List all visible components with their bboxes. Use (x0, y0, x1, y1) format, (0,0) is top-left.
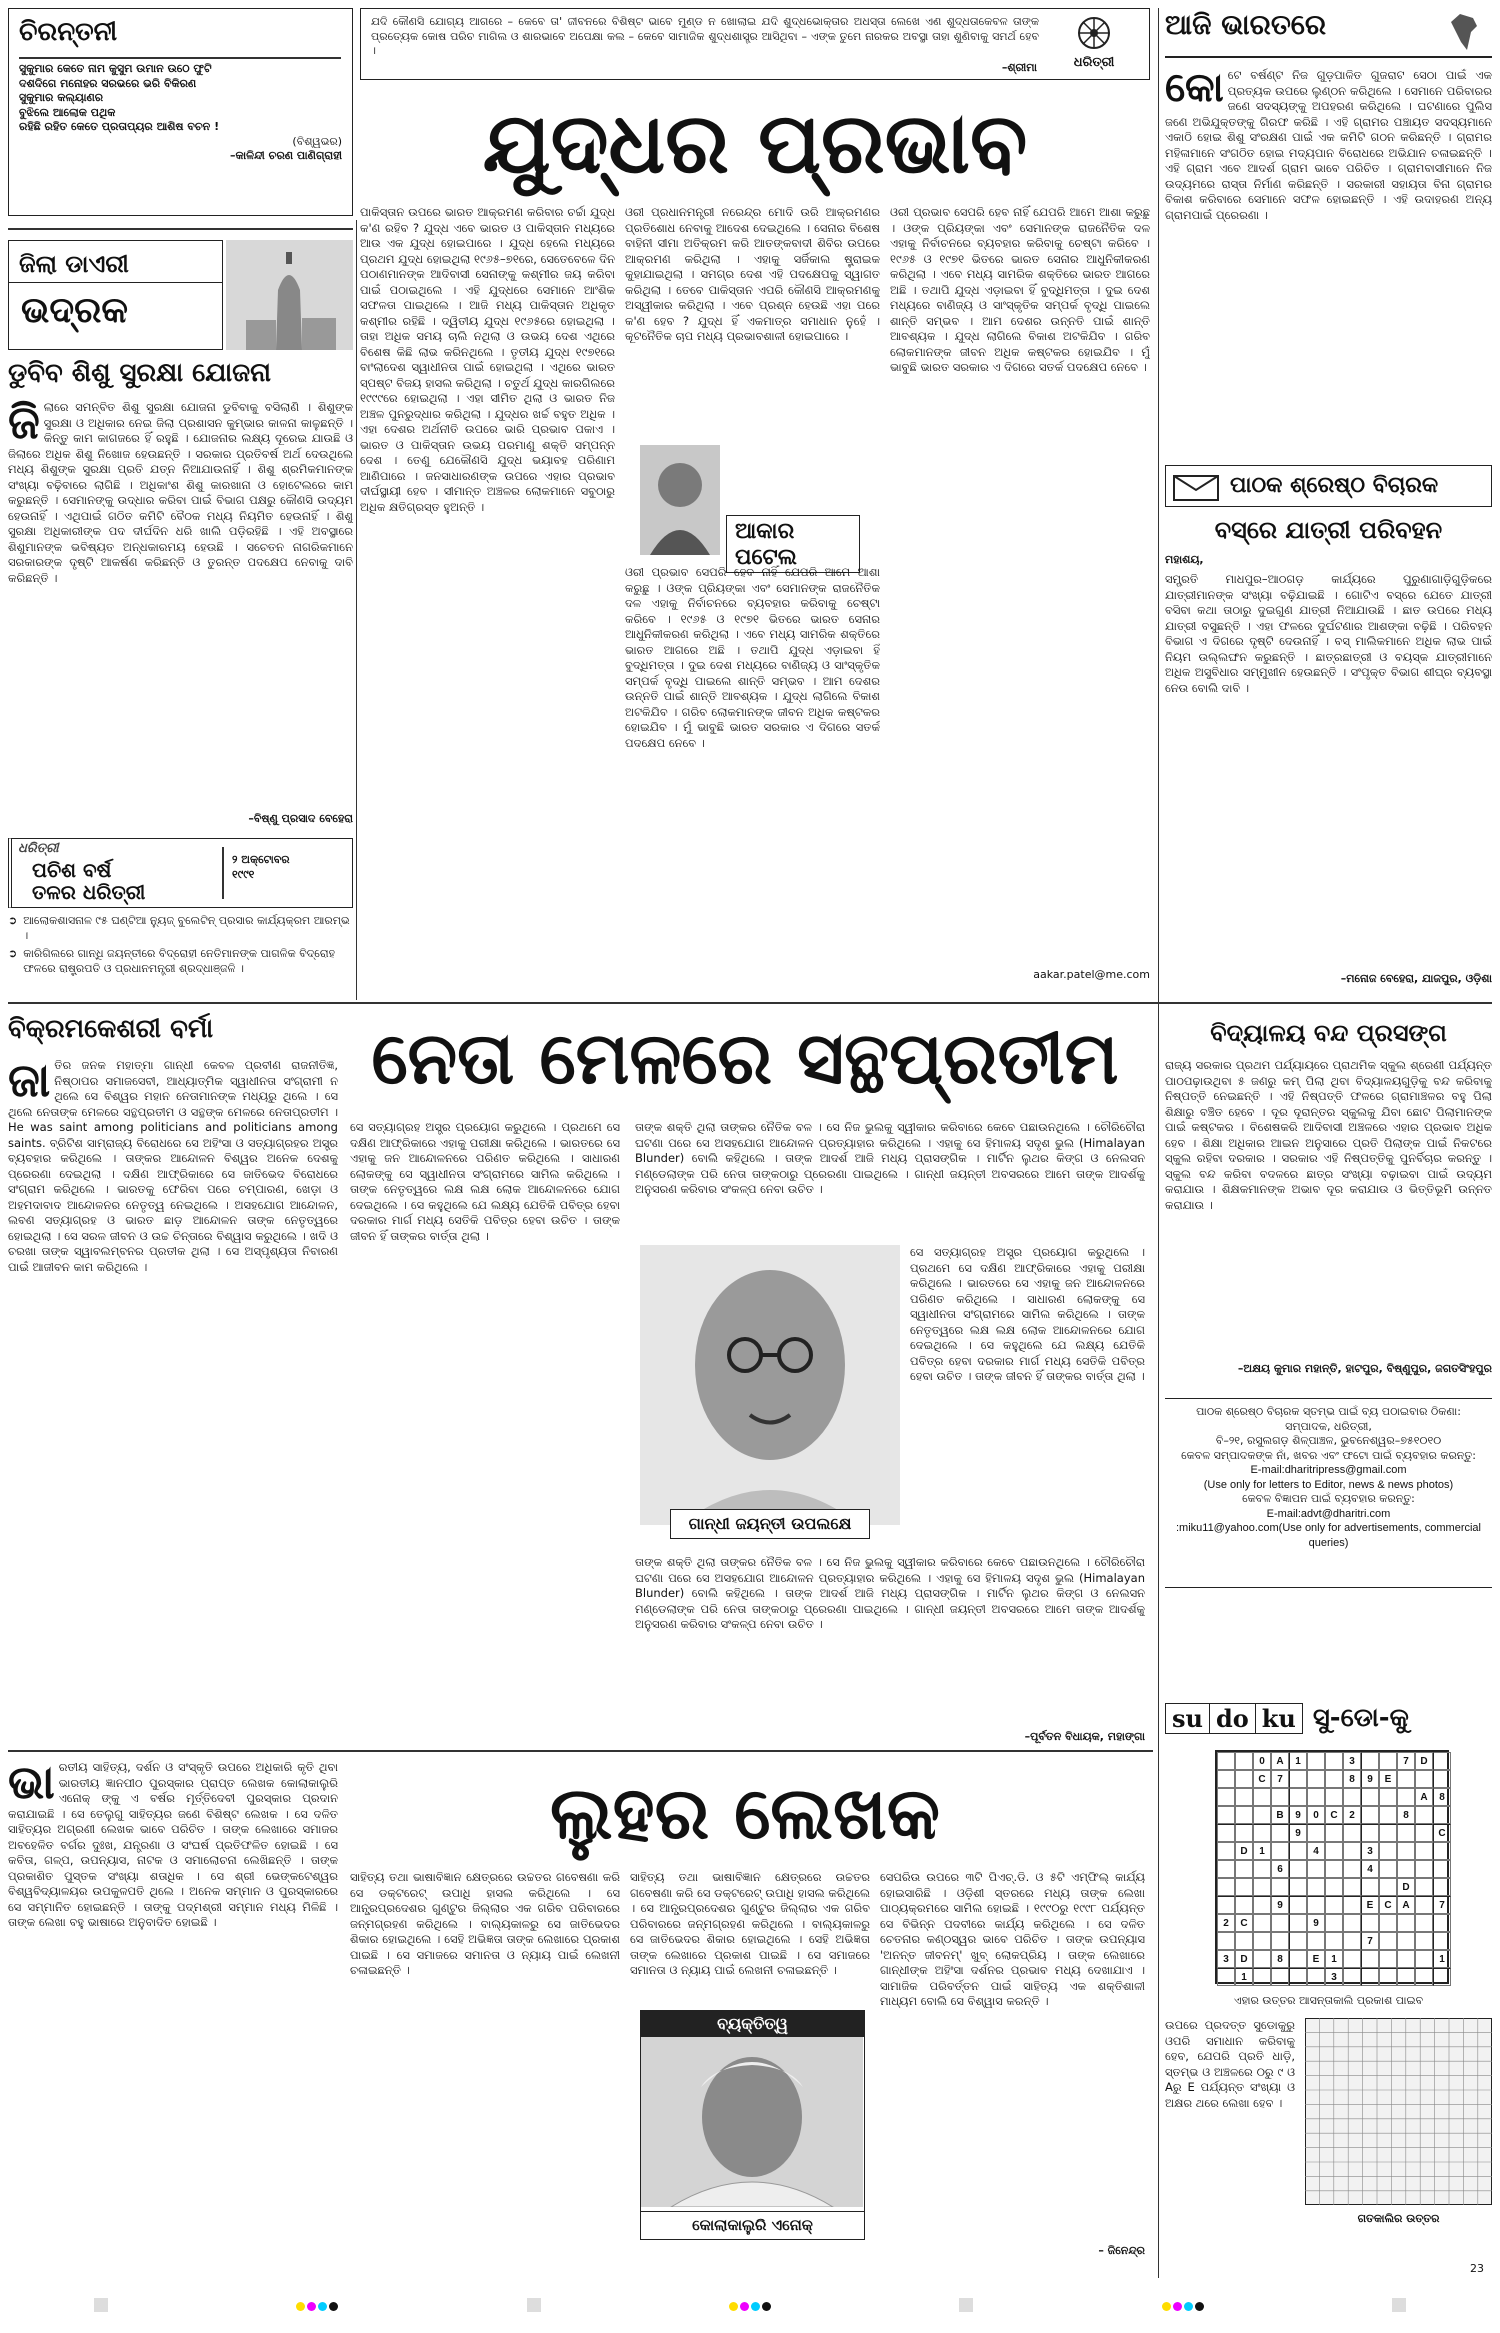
sudoku-cell: 0 (1253, 1752, 1271, 1770)
sudoku-cell (1253, 1914, 1271, 1932)
sudoku-cell (1253, 1896, 1271, 1914)
sudoku-cell: B (1271, 1806, 1289, 1824)
envelope-icon (1172, 472, 1222, 502)
yuddha-email: aakar.patel@me.com (1033, 968, 1150, 981)
luhara-body-left: ରତୀୟ ସାହିତ୍ୟ, ଦର୍ଶନ ଓ ସଂସ୍କୃତି ଉପରେ ଅଧିକାରି କୃତି ଥିବା ଭାରତୀୟ ଜ୍ଞାନପୀଠ ପୁରସ୍କାର ପ୍ରାପ୍ତ ଲେଖକ କୋଲାକାଲୁରି ଏନୋକ୍ ଙ୍କୁ ଏ ବର୍ଷର ମୂର୍ତ୍ତିଦେବୀ ପୁରସ୍କାର ପ୍ରଦାନ କରାଯାଇଛି । ସେ ତେଲୁଗୁ ସାହିତ୍ୟର ଜଣେ ବିଶିଷ୍ଟ ଲେଖକ । ସେ ଦଳିତ ସାହିତ୍ୟର ଅଗ୍ରଣୀ ଲେଖକ ଭାବେ ପରିଚିତ । ତାଙ୍କ ଲେଖାରେ ସମାଜର ଅବହେଳିତ ବର୍ଗର ଦୁଃଖ, ଯନ୍ତ୍ରଣା ଓ ସଂଘର୍ଷ ପ୍ରତିଫଳିତ ହୋଇଛି । ସେ କବିତା, ଗଳ୍ପ, ଉପନ୍ୟାସ, ନାଟକ ଓ ସମାଲୋଚନା ଲେଖିଛନ୍ତି । ତାଙ୍କ ପ୍ରକାଶିତ ପୁସ୍ତକ ସଂଖ୍ୟା ଶତାଧିକ । ସେ ଶ୍ରୀ ଭେଙ୍କଟେଶ୍ୱର ବିଶ୍ୱବିଦ୍ୟାଳୟର ଉପକୁଳପତି ଥିଲେ । ଅନେକ ସମ୍ମାନ ଓ ପୁରସ୍କାରରେ ସେ ସମ୍ମାନିତ ହୋଇଛନ୍ତି । ତାଙ୍କୁ ପଦ୍ମଶ୍ରୀ ସମ୍ମାନ ମଧ୍ୟ ମିଳିଛି । ତାଙ୍କ ଲେଖା ବହୁ ଭାଷାରେ ଅନୁବାଦିତ ହୋଇଛି । (8, 1760, 338, 1929)
sudoku-cell (1307, 1860, 1325, 1878)
ajibhaarat-article (1165, 68, 1492, 448)
sudoku-cell (1397, 1950, 1415, 1968)
sudoku-cell (1307, 1968, 1325, 1986)
list-item (8, 947, 353, 976)
sudoku-cell (1379, 1932, 1397, 1950)
sudoku-cell (1253, 1968, 1271, 1986)
sudoku-cell (1343, 1842, 1361, 1860)
contact-line: କେବଳ ବିଜ୍ଞାପନ ପାଇଁ ବ୍ୟବହାର କରନ୍ତୁ: (1242, 1492, 1415, 1505)
sudoku-cell (1325, 1932, 1343, 1950)
jila-label: ଜିଲା ଡାଏରୀ (19, 249, 129, 278)
chirantani-box (8, 8, 353, 216)
sudoku-cell (1361, 1806, 1379, 1824)
quote-text: ଯଦି କୌଣସି ଯୋଗ୍ୟ ଆଗରେ – କେବେ ତା' ଜୀବନରେ ବିଶିଷ୍ଟ ଭାବେ ମୁଣ୍ଡ ନ ଖୋଲାଇ ଯଦି ଶୁଦ୍ଧଭୋକ୍ତାର ଅଧସ୍ତା ଲେଖେ ଏଣ ଶୁଦ୍ଧତାକେବଳ ତାଙ୍କ ପ୍ରତ୍ୟେକ କୋଷ ପରିଚ ମାଗିଲ ଓ ଶାରଭାବେ ଅପେକ୍ଷା କଲ – କେବେ ସାମାଜିକ ଶୁଦ୍ଧଶାସ୍ତ୍ର ଆସିଥିବା – ଏଙ୍କ ତୁମେ ନାରକର ଅବସ୍ଥା ତାହା ଶୁଣିବାକୁ ସମର୍ଥ ହେବ । (371, 15, 1039, 57)
sudoku-cell (1361, 1950, 1379, 1968)
divider (356, 220, 357, 1000)
sudoku-cell (1343, 1878, 1361, 1896)
sudoku-cell (1253, 1860, 1271, 1878)
sudoku-cell (1235, 1752, 1253, 1770)
sudoku-cell: D (1415, 1752, 1433, 1770)
sudoku-cell (1343, 1914, 1361, 1932)
sudoku-cell (1253, 1788, 1271, 1806)
sudoku-answer-note: ଉପରେ ପ୍ରଦତ୍ତ ସୁଡୋକୁରୁ ଓପରି ସମାଧାନ କରିବାକୁ ହେବ, ଯେପରି ପ୍ରତି ଧାଡ଼ି, ସ୍ତମ୍ଭ ଓ ଅଞ୍ଚଳରେ ୦ରୁ ୯ ଓ Aରୁ E ପର୍ଯ୍ୟନ୍ତ ସଂଖ୍ୟା ଓ ଅକ୍ଷର ଥରେ ଲେଖା ହେବ । (1165, 2018, 1295, 2110)
sudoku-cell (1217, 1806, 1235, 1824)
temple-icon (226, 240, 353, 350)
sudoku-cell (1271, 1914, 1289, 1932)
contact-line: ପାଠକ ଶ୍ରେଷ୍ଠ ବିଚାରକ ସ୍ତମ୍ଭ ପାଇଁ ବ୍ୟ ପଠାଇବାର ଠିକଣା: (1196, 1405, 1461, 1418)
sudoku-cell (1271, 1878, 1289, 1896)
print-marks (0, 2290, 1500, 2320)
sudoku-cell (1433, 1752, 1451, 1770)
sudoku-cell: 0 (1307, 1806, 1325, 1824)
sudoku-cell (1325, 1860, 1343, 1878)
bikram-col-3c: ତାଙ୍କ ଶକ୍ତି ଥିଲା ତାଙ୍କର ନୈତିକ ବଳ । ସେ ନିଜ ଭୁଲକୁ ସ୍ୱୀକାର କରିବାରେ କେବେ ପଛାଉନଥିଲେ । ଚୌରିଚୌରା ଘଟଣା ପରେ ସେ ଅସହଯୋଗ ଆନ୍ଦୋଳନ ପ୍ରତ୍ୟାହାର କରିଥିଲେ । ଏହାକୁ ସେ ହିମାଳୟ ସଦୃଶ ଭୁଲ (Himalayan Blunder) ବୋଲି କହିଥିଲେ । ତାଙ୍କ ଆଦର୍ଶ ଆଜି ମଧ୍ୟ ପ୍ରାସଙ୍ଗିକ । ମାର୍ଟିନ ଲୁଥର କିଙ୍ଗ ଓ ନେଲସନ ମଣ୍ଡେଲାଙ୍କ ପରି ନେତା ତାଙ୍କଠାରୁ ପ୍ରେରଣା ପାଇଥିଲେ । ଗାନ୍ଧୀ ଜୟନ୍ତୀ ଅବସରରେ ଆମେ ତାଙ୍କ ଆଦର୍ଶକୁ ଅନୁସରଣ କରିବାର ସଂକଳ୍ପ ନେବା ଉଚିତ । (635, 1555, 1145, 1631)
sudoku-cell: 1 (1433, 1950, 1451, 1968)
sudoku-cell (1235, 1878, 1253, 1896)
sudoku-cell: 3 (1343, 1752, 1361, 1770)
jila-byline: –ବିଷ୍ଣୁ ପ୍ରସାଦ ବେହେରା (248, 812, 353, 825)
reg-mark-icon (1392, 2298, 1406, 2312)
sudoku-cell (1397, 1932, 1415, 1950)
divider (8, 228, 353, 230)
sudoku-cell (1379, 1824, 1397, 1842)
sudoku-cell: 8 (1397, 1806, 1415, 1824)
sudoku-cell (1289, 1932, 1307, 1950)
sudoku-cell (1289, 1878, 1307, 1896)
sudoku-cell (1415, 1860, 1433, 1878)
sudoku-cell: D (1235, 1842, 1253, 1860)
sudoku-cell (1235, 1770, 1253, 1788)
sudoku-cell (1217, 1968, 1235, 1986)
divider (8, 1002, 1492, 1004)
sudoku-cell (1289, 1914, 1307, 1932)
sudoku-cell (1415, 1806, 1433, 1824)
yuddha-col-1: ପାକିସ୍ତାନ ଉପରେ ଭାରତ ଆକ୍ରମଣ କରିବାର ଚର୍ଚ୍ଚା ଯୁଦ୍ଧ କ'ଣ ରହିବ ? ଯୁଦ୍ଧ ଏବେ ଭାରତ ଓ ପାକିସ୍ତାନ ମଧ୍ୟରେ ଆଉ ଏକ ଯୁଦ୍ଧ ହୋଇପାରେ । ଯୁଦ୍ଧ ହେଲେ ମଧ୍ୟରେ ପ୍ରଥମ ଯୁଦ୍ଧ ହୋଇଥିଲା ୧୯୬୫–୭୧ରେ, ସେତେବେଳେ ଦିନ ପଠାଣମାନଙ୍କ ଆଦିବାସୀ ସେନାଙ୍କୁ କଶ୍ମୀର ଜୟ କରିବା ପାଇଁ ପଠାଇଥିଲେ । ଏହି ଯୁଦ୍ଧରେ ସେମାନେ ଆଂଶିକ ସଫଳତା ପାଇଥିଲେ । ଆଜି ମଧ୍ୟ ପାକିସ୍ତାନ ଅଧିକୃତ କଶ୍ମୀର ରହିଛି । ଦ୍ୱିତୀୟ ଯୁଦ୍ଧ ୧୯୬୫ରେ ହୋଇଥିଲା । ତାହା ଅଧିକ ସମୟ ଚାଲି ନଥିଲା ଓ ଉଭୟ ଦେଶ ଏଥିରେ ବିଶେଷ କିଛି ଲାଭ କରିନଥିଲେ । ତୃତୀୟ ଯୁଦ୍ଧ ୧୯୭୧ରେ ବାଂଲାଦେଶ ସ୍ୱାଧୀନତା ପାଇଁ ହୋଇଥିଲା । ଏଥିରେ ଭାରତ ସ୍ପଷ୍ଟ ବିଜୟ ହାସଲ କରିଥିଲା । ଚତୁର୍ଥ ଯୁଦ୍ଧ କାରଗିଲରେ ୧୯୯୯ରେ ହୋଇଥିଲା । ଏହା ସୀମିତ ଥିଲା ଓ ଭାରତ ନିଜ ଅଞ୍ଚଳ ପୁନରୁଦ୍ଧାର କରିଥିଲା । ଯୁଦ୍ଧର ଖର୍ଚ୍ଚ ବହୁତ ଅଧିକ । ଏହା ଦେଶର ଅର୍ଥନୀତି ଉପରେ ଭାରି ପ୍ରଭାବ ପକାଏ । ଭାରତ ଓ ପାକିସ୍ତାନ ଉଭୟ ପରମାଣୁ ଶକ୍ତି ସମ୍ପନ୍ନ ଦେଶ । ତେଣୁ ଯେକୌଣସି ଯୁଦ୍ଧ ଭୟାବହ ପରିଣାମ ଆଣିପାରେ । ଜନସାଧାରଣଙ୍କ ଉପରେ ଏହାର ପ୍ରଭାବ ଦୀର୍ଘସ୍ଥାୟୀ ହେବ । ସୀମାନ୍ତ ଅଞ୍ଚଳର ଲୋକମାନେ ସବୁଠାରୁ ଅଧିକ କ୍ଷତିଗ୍ରସ୍ତ ହୁଅନ୍ତି । (360, 205, 615, 514)
pachisha-item-1: ଆଲୋକଶାସନାଳ ୯୫ ଘଣ୍ଟିଆ ନ୍ୟୁଜ୍ ବୁଲେଟିନ୍ ପ୍ରସାର କାର୍ଯ୍ୟକ୍ରମ ଆରମ୍ଭ । (23, 914, 350, 942)
sudoku-cell (1217, 1788, 1235, 1806)
sudoku-cell: 3 (1361, 1842, 1379, 1860)
vidyalaya-headline: ବିଦ୍ୟାଳୟ ବନ୍ଦ ପ୍ରସଙ୍ଗ (1210, 1018, 1447, 1047)
luhara-col-2: ସାହିତ୍ୟ ତଥା ଭାଷାବିଜ୍ଞାନ କ୍ଷେତ୍ରରେ ଉଚ୍ଚତର ଗବେଷଣା କରି ସେ ଡକ୍ଟରେଟ୍ ଉପାଧି ହାସଲ କରିଥିଲେ । ସେ ଆନ୍ଧ୍ରପ୍ରଦେଶର ଗୁଣ୍ଟୁର ଜିଲ୍ଲାର ଏକ ଗରିବ ପରିବାରରେ ଜନ୍ମଗ୍ରହଣ କରିଥିଲେ । ବାଲ୍ୟକାଳରୁ ସେ ଜାତିଭେଦର ଶିକାର ହୋଇଥିଲେ । ସେହି ଅଭିଜ୍ଞତା ତାଙ୍କ ଲେଖାରେ ପ୍ରକାଶ ପାଇଛି । ସେ ସମାଜରେ ସମାନତା ଓ ନ୍ୟାୟ ପାଇଁ ଲେଖନୀ ଚଳାଇଛନ୍ତି । (350, 1870, 620, 1977)
sudoku-cell (1397, 1824, 1415, 1842)
bikram-col-3a: ତାଙ୍କ ଶକ୍ତି ଥିଲା ତାଙ୍କର ନୈତିକ ବଳ । ସେ ନିଜ ଭୁଲକୁ ସ୍ୱୀକାର କରିବାରେ କେବେ ପଛାଉନଥିଲେ । ଚୌରିଚୌରା ଘଟଣା ପରେ ସେ ଅସହଯୋଗ ଆନ୍ଦୋଳନ ପ୍ରତ୍ୟାହାର କରିଥିଲେ । ଏହାକୁ ସେ ହିମାଳୟ ସଦୃଶ ଭୁଲ (Himalayan Blunder) ବୋଲି କହିଥିଲେ । ତାଙ୍କ ଆଦର୍ଶ ଆଜି ମଧ୍ୟ ପ୍ରାସଙ୍ଗିକ । ମାର୍ଟିନ ଲୁଥର କିଙ୍ଗ ଓ ନେଲସନ ମଣ୍ଡେଲାଙ୍କ ପରି ନେତା ତାଙ୍କଠାରୁ ପ୍ରେରଣା ପାଇଥିଲେ । ଗାନ୍ଧୀ ଜୟନ୍ତୀ ଅବସରରେ ଆମେ ତାଙ୍କ ଆଦର୍ଶକୁ ଅନୁସରଣ କରିବାର ସଂକଳ୍ପ ନେବା ଉଚିତ । (635, 1120, 1145, 1196)
luhara-col-1 (8, 1760, 338, 2260)
sudoku-cell: 7 (1271, 1770, 1289, 1788)
chirantani-title: ଚିରନ୍ତନୀ (19, 17, 118, 47)
list-item (8, 914, 353, 943)
sudoku-cell (1379, 1752, 1397, 1770)
cmyk-dots-icon (1161, 2296, 1205, 2315)
yuddha-col-3: ଓରୀ ପ୍ରଭାବ ସେପରି ହେବ ନାହିଁ ଯେପରି ଆମେ ଆଶା କରୁଛୁ । ଓଙ୍କ ପ୍ରିୟଙ୍କା ଏବଂ ସେମାନଙ୍କ ରାଜନୈତିକ ଦଳ ଏହାକୁ ନିର୍ବାଚନରେ ବ୍ୟବହାର କରିବାକୁ ଚେଷ୍ଟା କରିବେ । ୧୯୬୫ ଓ ୧୯୭୧ ଭିତରେ ଭାରତ ସେନାର ଆଧୁନିକୀକରଣ କରିଥିଲା । ଏବେ ମଧ୍ୟ ସାମରିକ ଶକ୍ତିରେ ଭାରତ ଆଗରେ ଅଛି । ତଥାପି ଯୁଦ୍ଧ ଏଡ଼ାଇବା ହିଁ ବୁଦ୍ଧିମତ୍ତା । ଦୁଇ ଦେଶ ମଧ୍ୟରେ ବାଣିଜ୍ୟ ଓ ସାଂସ୍କୃତିକ ସମ୍ପର୍କ ବୃଦ୍ଧି ପାଇଲେ ଶାନ୍ତି ସମ୍ଭବ । ଆମ ଦେଶର ଉନ୍ନତି ପାଇଁ ଶାନ୍ତି ଆବଶ୍ୟକ । ଯୁଦ୍ଧ ଲାଗିଲେ ବିକାଶ ଅଟକିଯିବ । ଗରିବ ଲୋକମାନଙ୍କ ଜୀବନ ଅଧିକ କଷ୍ଟକର ହୋଇଯିବ । ମୁଁ ଭାବୁଛି ଭାରତ ସରକାର ଏ ଦିଗରେ ସତର୍କ ପଦକ୍ଷେପ ନେବେ । (890, 205, 1150, 374)
yuddha-col-2a: ଓରୀ ପ୍ରଧାନମନ୍ତ୍ରୀ ନରେନ୍ଦ୍ର ମୋଦି ଉରି ଆକ୍ରମଣର ପ୍ରତିଶୋଧ ନେବାକୁ ଆଦେଶ ଦେଇଥିଲେ । ସେନାର ବିଶେଷ ବାହିନୀ ସୀମା ଅତିକ୍ରମ କରି ଆତଙ୍କବାଦୀ ଶିବିର ଉପରେ ଆକ୍ରମଣ କରିଥିଲା । ଏହାକୁ ସର୍ଜିକାଲ ଷ୍ଟ୍ରାଇକ କୁହାଯାଇଥିଲା । ସମଗ୍ର ଦେଶ ଏହି ପଦକ୍ଷେପକୁ ସ୍ୱାଗତ କରିଥିଲା । ତେବେ ପାକିସ୍ତାନ ଏପରି କୌଣସି ଆକ୍ରମଣକୁ ଅସ୍ୱୀକାର କରିଥିଲା । ଏବେ ପ୍ରଶ୍ନ ହେଉଛି ଏହା ପରେ କ'ଣ ହେବ ? ଯୁଦ୍ଧ ହିଁ ଏକମାତ୍ର ସମାଧାନ ନୁହେଁ । କୂଟନୈତିକ ଚାପ ମଧ୍ୟ ପ୍ରଭାବଶାଳୀ ହୋଇପାରେ । (625, 205, 880, 343)
pathak-body: ସମ୍ପ୍ରତି ମାଧପୁର–ଆଠଗଡ଼ କାର୍ଯ୍ୟରେ ପୁରୁଣାଗାଡ଼ିଗୁଡ଼ିକରେ ଯାତ୍ରୀମାନଙ୍କ ସଂଖ୍ୟା ବଢ଼ିଯାଇଛି । ଗୋଟିଏ ବସ୍‌ରେ ଯେତେ ଯାତ୍ରୀ ବସିବା କଥା ତାଠାରୁ ଦୁଇଗୁଣ ଯାତ୍ରୀ ନିଆଯାଉଛି । ଛାତ ଉପରେ ମଧ୍ୟ ଯାତ୍ରୀ ବସୁଛନ୍ତି । ଏହା ଫଳରେ ଦୁର୍ଘଟଣାର ଆଶଙ୍କା ବଢ଼ିଛି । ପରିବହନ ବିଭାଗ ଏ ଦିଗରେ ଦୃଷ୍ଟି ଦେଉନାହିଁ । ବସ୍ ମାଲିକମାନେ ଅଧିକ ଲାଭ ପାଇଁ ନିୟମ ଉଲ୍ଲଙ୍ଘନ କରୁଛନ୍ତି । ଛାତ୍ରଛାତ୍ରୀ ଓ ବୟସ୍କ ଯାତ୍ରୀମାନେ ଅଧିକ ଅସୁବିଧାର ସମ୍ମୁଖୀନ ହେଉଛନ୍ତି । ସଂପୃକ୍ତ ବିଭାଗ ଶୀଘ୍ର ବ୍ୟବସ୍ଥା ନେଉ ବୋଲି ଦାବି । (1165, 572, 1492, 695)
sudoku-cell (1379, 1968, 1397, 1986)
contact-email[interactable]: :miku11@yahoo.com(Use only for advertisements, commercial queries) (1175, 1522, 1481, 1549)
sudoku-cell: 1 (1235, 1968, 1253, 1986)
sudoku-cell (1379, 1860, 1397, 1878)
sudoku-cell (1343, 1932, 1361, 1950)
contact-box (1165, 1398, 1492, 1588)
sudoku-cell: 9 (1289, 1806, 1307, 1824)
pachisha-box (8, 838, 353, 908)
vidyalaya-byline: –ଅକ୍ଷୟ କୁମାର ମହାନ୍ତି, ହାଟପୁର, ବିଷ୍ଣୁପୁର, ଜଗତସିଂହପୁର (1237, 1362, 1492, 1375)
divider (8, 1750, 1153, 1752)
sudoku-cell: 4 (1307, 1842, 1325, 1860)
pathak-salutation: ମହାଶୟ, (1165, 553, 1204, 566)
sudoku-cell (1253, 1878, 1271, 1896)
enoch-photo-block (640, 2010, 865, 2240)
yuddha-col-2b: ଓରୀ ପ୍ରଭାବ ସେପରି ହେବ ନାହିଁ ଯେପରି ଆମେ ଆଶା କରୁଛୁ । ଓଙ୍କ ପ୍ରିୟଙ୍କା ଏବଂ ସେମାନଙ୍କ ରାଜନୈତିକ ଦଳ ଏହାକୁ ନିର୍ବାଚନରେ ବ୍ୟବହାର କରିବାକୁ ଚେଷ୍ଟା କରିବେ । ୧୯୬୫ ଓ ୧୯୭୧ ଭିତରେ ଭାରତ ସେନାର ଆଧୁନିକୀକରଣ କରିଥିଲା । ଏବେ ମଧ୍ୟ ସାମରିକ ଶକ୍ତିରେ ଭାରତ ଆଗରେ ଅଛି । ତଥାପି ଯୁଦ୍ଧ ଏଡ଼ାଇବା ହିଁ ବୁଦ୍ଧିମତ୍ତା । ଦୁଇ ଦେଶ ମଧ୍ୟରେ ବାଣିଜ୍ୟ ଓ ସାଂସ୍କୃତିକ ସମ୍ପର୍କ ବୃଦ୍ଧି ପାଇଲେ ଶାନ୍ତି ସମ୍ଭବ । ଆମ ଦେଶର ଉନ୍ନତି ପାଇଁ ଶାନ୍ତି ଆବଶ୍ୟକ । ଯୁଦ୍ଧ ଲାଗିଲେ ବିକାଶ ଅଟକିଯିବ । ଗରିବ ଲୋକମାନଙ୍କ ଜୀବନ ଅଧିକ କଷ୍ଟକର ହୋଇଯିବ । ମୁଁ ଭାବୁଛି ଭାରତ ସରକାର ଏ ଦିଗରେ ସତର୍କ ପଦକ୍ଷେପ ନେବେ । (625, 565, 880, 750)
pachisha-item-2: କାରିଗିଲରେ ଗାନ୍ଧି ଜୟନ୍ତୀରେ ବିଦ୍ରୋହୀ ନେତିମାନଙ୍କ ପାଗଳିକ ବିଦ୍ରୋହ ଫଳରେ ରାଷ୍ଟ୍ରପତି ଓ ପ୍ରଧାନମନ୍ତ୍ରୀ ଶ୍ରଦ୍ଧାଞ୍ଜଳି । (23, 947, 335, 975)
sudoku-cell (1217, 1842, 1235, 1860)
contact-line: ସମ୍ପାଦକ, ଧରିତ୍ରୀ, (1285, 1419, 1372, 1433)
sudoku-cell: D (1235, 1950, 1253, 1968)
enoch-tag: ବ୍ୟକ୍ତିତ୍ୱ (641, 2011, 864, 2037)
sudoku-cell (1379, 1788, 1397, 1806)
sudoku-cell (1235, 1860, 1253, 1878)
sudoku-cell (1217, 1860, 1235, 1878)
sudoku-cell (1217, 1824, 1235, 1842)
sudoku-cell (1307, 1788, 1325, 1806)
sudoku-cell: C (1325, 1806, 1343, 1824)
sudoku-cell (1379, 1842, 1397, 1860)
gandhi-portrait-icon (640, 1245, 900, 1525)
sudoku-cell (1235, 1896, 1253, 1914)
sudoku-cell (1307, 1752, 1325, 1770)
sudoku-cell (1271, 1932, 1289, 1950)
sudoku-cell (1361, 1788, 1379, 1806)
person-icon (640, 445, 720, 555)
sudoku-cell: 7 (1397, 1752, 1415, 1770)
chirantani-author: –କାଳିନ୍ଦୀ ଚରଣ ପାଣିଗ୍ରାହୀ (230, 149, 342, 162)
bikram-byline: –ପୂର୍ବତନ ବିଧାୟକ, ମହାଙ୍ଗା (1024, 1730, 1145, 1743)
pathak-headline: ବସ୍‌ରେ ଯାତ୍ରୀ ପରିବହନ (1214, 515, 1443, 544)
sudoku-cell: 1 (1325, 1950, 1343, 1968)
sudoku-cell (1307, 1932, 1325, 1950)
temple-photo (226, 240, 353, 350)
sudoku-cell: E (1361, 1896, 1379, 1914)
sudoku-cell (1433, 1878, 1451, 1896)
sudoku-cell (1415, 1896, 1433, 1914)
sudoku-cell (1235, 1788, 1253, 1806)
sudoku-cell: 2 (1343, 1806, 1361, 1824)
sudoku-cell (1253, 1932, 1271, 1950)
bikram-body-left: ତିର ଜନକ ମହାତ୍ମା ଗାନ୍ଧୀ କେବଳ ପ୍ରବୀଣ ରାଜନୀତିଜ୍ଞ, ନିଷ୍ଠାପର ସମାଜସେବୀ, ଆଧ୍ୟାତ୍ମିକ ସ୍ୱାଧୀନତା ସଂଗ୍ରାମୀ ନ ଥିଲେ ସେ ବିଶ୍ୱର ମହାନ ନେତାମାନଙ୍କ ମଧ୍ୟରୁ ଥିଲେ । ସେ ଥିଲେ ନେତାଙ୍କ ମେଳରେ ସନ୍ଥପ୍ରତୀମ ଓ ସନ୍ଥଙ୍କ ମେଳରେ ନେତାପ୍ରତୀମ । He was saint among politicians and politicians among saints. ବ୍ରିଟିଶ ସାମ୍ରାଜ୍ୟ ବିରୋଧରେ ସେ ଅହିଂସା ଓ ସତ୍ୟାଗ୍ରହର ଅସ୍ତ୍ର ବ୍ୟବହାର କରିଥିଲେ । ତାଙ୍କର ଆନ୍ଦୋଳନ ବିଶ୍ୱର ଅନେକ ଦେଶକୁ ପ୍ରେରଣା ଦେଇଥିଲା । ଦକ୍ଷିଣ ଆଫ୍ରିକାରେ ସେ ଜାତିଭେଦ ବିରୋଧରେ ସଂଗ୍ରାମ କରିଥିଲେ । ଭାରତକୁ ଫେରିବା ପରେ ଚମ୍ପାରଣ, ଖେଡ଼ା ଓ ଅହମଦାବାଦ ଆନ୍ଦୋଳନର ନେତୃତ୍ୱ ନେଇଥିଲେ । ଅସହଯୋଗ ଆନ୍ଦୋଳନ, ଲବଣ ସତ୍ୟାଗ୍ରହ ଓ ଭାରତ ଛାଡ଼ ଆନ୍ଦୋଳନ ତାଙ୍କ ନେତୃତ୍ୱରେ ହୋଇଥିଲା । ସେ ସରଳ ଜୀବନ ଓ ଉଚ୍ଚ ଚିନ୍ତାରେ ବିଶ୍ୱାସ କରୁଥିଲେ । ଖଦି ଓ ଚରଖା ତାଙ୍କ ସ୍ୱାବଲମ୍ବନର ପ୍ରତୀକ ଥିଲା । ସେ ଅସ୍ପୃଶ୍ୟତା ନିବାରଣ ପାଇଁ ଆଜୀବନ କାମ କରିଥିଲେ । (8, 1058, 338, 1274)
sudoku-cell (1379, 1914, 1397, 1932)
sudoku-cell (1415, 1914, 1433, 1932)
sudoku-cell (1343, 1860, 1361, 1878)
sudoku-cell (1433, 1842, 1451, 1860)
sudoku-cell (1343, 1950, 1361, 1968)
ajibhaarat-logo: ଆଜି ଭାରତରେ (1165, 8, 1492, 58)
sudoku-cell (1235, 1932, 1253, 1950)
jila-article (8, 400, 353, 810)
gandhi-caption: ଗାନ୍ଧୀ ଜୟନ୍ତୀ ଉପଲକ୍ଷେ (670, 1509, 870, 1539)
sudoku-cell (1217, 1932, 1235, 1950)
sudoku-cell (1271, 1968, 1289, 1986)
reg-mark-icon (959, 2298, 973, 2312)
bikram-col-2: ସେ ସତ୍ୟାଗ୍ରହ ଅସ୍ତ୍ର ପ୍ରୟୋଗ କରୁଥିଲେ । ପ୍ରଥମେ ସେ ଦକ୍ଷିଣ ଆଫ୍ରିକାରେ ଏହାକୁ ପରୀକ୍ଷା କରିଥିଲେ । ଭାରତରେ ସେ ଏହାକୁ ଜନ ଆନ୍ଦୋଳନରେ ପରିଣତ କରିଥିଲେ । ସାଧାରଣ ଲୋକଙ୍କୁ ସେ ସ୍ୱାଧୀନତା ସଂଗ୍ରାମରେ ସାମିଲ କରିଥିଲେ । ତାଙ୍କ ନେତୃତ୍ୱରେ ଲକ୍ଷ ଲକ୍ଷ ଲୋକ ଆନ୍ଦୋଳନରେ ଯୋଗ ଦେଇଥିଲେ । ସେ କହୁଥିଲେ ଯେ ଲକ୍ଷ୍ୟ ଯେତିକି ପବିତ୍ର ହେବା ଦରକାର ମାର୍ଗ ମଧ୍ୟ ସେତିକି ପବିତ୍ର ହେବା ଉଚିତ । ତାଙ୍କ ଜୀବନ ହିଁ ତାଙ୍କର ବାର୍ତ୍ତା ଥିଲା । (350, 1120, 620, 1243)
sudoku-cell (1379, 1878, 1397, 1896)
jila-district: ଭଦ୍ରକ (21, 289, 128, 331)
ajibhaarat-dropcap: କୋ (1165, 68, 1224, 111)
sudoku-cell (1343, 1968, 1361, 1986)
chirantani-verse: ସୁକୁମାର କେତେ ନାମ କୁସୁମ ଉମାନ ଉଠେ ଫୁଟି ଦଶଦିଗେ ମନୋହର ସରଭରେ ଭରି ବିକିରଣ ସୁକୁମାର କଲ୍ୟାଣର ବୁଝିଲେ ଆଲୋକ ପଥିକ ରହିଛି ରହିତ କେତେ ପ୍ରତାପ୍ୟର ଆଶିଷ ବଚନ ! (19, 62, 220, 133)
bikram-dropcap: ଜା (8, 1058, 51, 1107)
sudoku-cell (1253, 1824, 1271, 1842)
sudoku-cell (1343, 1788, 1361, 1806)
sudoku-cell (1415, 1770, 1433, 1788)
bullet-icon: ➲ (8, 914, 18, 927)
jila-label-box (8, 240, 223, 350)
sudoku-cell: 4 (1361, 1860, 1379, 1878)
sudoku-note: ଏହାର ଉତ୍ତର ଆସନ୍ତାକାଲି ପ୍ରକାଶ ପାଇବ (1233, 1994, 1424, 2007)
sudoku-cell (1325, 1914, 1343, 1932)
pathak-label: ପାଠକ ଶ୍ରେଷ୍ଠ ବିଚାରକ (1230, 472, 1439, 498)
sudoku-cell (1217, 1770, 1235, 1788)
jila-dropcap: ଜି (8, 400, 40, 449)
sudoku-cell (1397, 1842, 1415, 1860)
contact-line: ବି–୨୧, ରସୁଲଗଡ଼ ଶିଳ୍ପାଞ୍ଚଳ, ଭୁବନେଶ୍ୱର–୭୫୧୦୧୦ (1215, 1434, 1442, 1447)
aakar-name: ଆକାର ପଟେଲ (726, 515, 860, 573)
sudoku-cell (1361, 1878, 1379, 1896)
pachisha-title: ପଚିଶ ବର୍ଷ ତଳର ଧରିତ୍ରୀ (32, 858, 146, 904)
sudoku-cell: A (1271, 1752, 1289, 1770)
ajibhaarat-body: ଟେ ବର୍ଷଣ୍ଟ ନିଜ ଗୁଡ଼ପାଳିତ ଗୁଜରାଟ ସେଠା ପାଇଁ ଏକ ପ୍ରତ୍ୟକ ଉପରେ ଲୁଣ୍ଠନ କରିଥିଲେ । ସେମାନେ ପରିବାରର ଜଣେ ସଦସ୍ୟଙ୍କୁ ଅପହରଣ କରିଥିଲେ । ଘଟଣାରେ ପୁଲିସ ଜଣେ ଅଭିଯୁକ୍ତଙ୍କୁ ଗିରଫ କରିଛି । ଏହି ଗ୍ରାମର ପଞ୍ଚାୟତ ସଦସ୍ୟମାନେ ଏକାଠି ହୋଇ ଶିଶୁ ସଂରକ୍ଷଣ ପାଇଁ ଏକ କମିଟି ଗଠନ କରିଛନ୍ତି । ଗ୍ରାମର ମହିଳାମାନେ ସଂଗଠିତ ହୋଇ ମଦ୍ୟପାନ ବିରୋଧରେ ଅଭିଯାନ ଚଳାଇଛନ୍ତି । ଏହି ଗ୍ରାମ ଏବେ ଆଦର୍ଶ ଗ୍ରାମ ଭାବେ ପରିଚିତ । ଗ୍ରାମବାସୀମାନେ ନିଜ ଉଦ୍ୟମରେ ରାସ୍ତା ନିର୍ମାଣ କରିଛନ୍ତି । ସରକାରୀ ସହାୟତା ବିନା ଗ୍ରାମର ବିକାଶ କରିବାରେ ସେମାନେ ସଫଳ ହୋଇଛନ୍ତି । ଏହି ଉଦାହରଣ ଅନ୍ୟ ଗ୍ରାମପାଇଁ ପ୍ରେରଣା । (1165, 68, 1492, 222)
sudoku-title-part: su (1165, 1703, 1210, 1734)
jila-body: ଲାରେ ସମନ୍ବିତ ଶିଶୁ ସୁରକ୍ଷା ଯୋଜନା ଡୁବିବାକୁ ବସିଲାଣି । ଶିଶୁଙ୍କ ସୁରକ୍ଷା ଓ ଅଧିକାର ନେଇ ଜିଲା ପ୍ରଶାସନ କୁମ୍ଭାର କାଳନା କାଳୁଛନ୍ତି । କିନ୍ତୁ କାମ କାଗଜରେ ହିଁ ରହୁଛି । ଯୋଜନାର ଲକ୍ଷ୍ୟ ଦୂରେଇ ଯାଉଛି ଓ ଜିଲାରେ ଅଧିକ ଶିଶୁ ନିଖୋଜ ହେଉଛନ୍ତି । ସରକାର ପ୍ରତିବର୍ଷ ଅର୍ଥ ଦେଉଥିଲେ ମଧ୍ୟ ଶିଶୁଙ୍କ ସୁରକ୍ଷା ପ୍ରତି ଯତ୍ନ ନିଆଯାଉନାହିଁ । ଶିଶୁ ଶ୍ରମିକମାନଙ୍କ ସଂଖ୍ୟା ବଢ଼ିବାରେ ଲାଗିଛି । ଅଧିକାଂଶ ଶିଶୁ କାରଖାନା ଓ ହୋଟେଲରେ କାମ କରୁଛନ୍ତି । ସେମାନଙ୍କୁ ଉଦ୍ଧାର କରିବା ପାଇଁ ବିଭାଗ ପକ୍ଷରୁ କୌଣସି ଉଦ୍ୟମ ହେଉନାହିଁ । ଏଥିପାଇଁ ଗଠିତ କମିଟି ବୈଠକ ମଧ୍ୟ ନିୟମିତ ହେଉନାହିଁ । ଶିଶୁ ସୁରକ୍ଷା ଅଧିକାରୀଙ୍କ ପଦ ଦୀର୍ଘଦିନ ଧରି ଖାଲି ପଡ଼ିରହିଛି । ଏହି ଅବସ୍ଥାରେ ଶିଶୁମାନଙ୍କ ଭବିଷ୍ୟତ ଅନ୍ଧକାରମୟ ହେଉଛି । ସଚେତନ ନାଗରିକମାନେ ସରକାରଙ୍କ ଦୃଷ୍ଟି ଆକର୍ଷଣ କରିଛନ୍ତି ଓ ତୁରନ୍ତ ପଦକ୍ଷେପ ନେବାକୁ ଦାବି କରିଛନ୍ତି । (8, 400, 353, 585)
sudoku-cell (1235, 1806, 1253, 1824)
divider (222, 847, 224, 899)
contact-line: କେବଳ ସମ୍ପାଦକଙ୍କ ନାଁ, ଖବର ଏବଂ ଫଟୋ ପାଇଁ ବ୍ୟବହାର କରନ୍ତୁ: (1181, 1448, 1476, 1462)
sudoku-cell (1307, 1896, 1325, 1914)
sudoku-cell: 3 (1325, 1968, 1343, 1986)
sudoku-cell (1217, 1752, 1235, 1770)
contact-line: (Use only for letters to Editor, news & news photos) (1203, 1478, 1454, 1491)
sudoku-title (1165, 1696, 1492, 1740)
sudoku-cell (1415, 1968, 1433, 1986)
sudoku-cell: 7 (1361, 1932, 1379, 1950)
sudoku-cell: C (1379, 1896, 1397, 1914)
sudoku-cell (1433, 1860, 1451, 1878)
sudoku-title-odia: ସୁ-ଡୋ-କୁ (1312, 1702, 1409, 1733)
sudoku-cell (1415, 1878, 1433, 1896)
sudoku-cell (1325, 1824, 1343, 1842)
sudoku-cell (1217, 1878, 1235, 1896)
sudoku-cell (1415, 1950, 1433, 1968)
pathak-label-box (1165, 465, 1492, 507)
india-map-icon (1445, 12, 1485, 56)
reg-mark-icon (527, 2298, 541, 2312)
sun-wheel-icon (1074, 15, 1114, 51)
luhara-dropcap: ଭା (8, 1760, 55, 1809)
cmyk-dots-icon (728, 2296, 772, 2315)
vidyalaya-body: ରାଜ୍ୟ ସରକାର ପ୍ରଥମ ପର୍ଯ୍ୟାୟରେ ପ୍ରାଥମିକ ସ୍କୁଲ ଶ୍ରେଣୀ ପର୍ଯ୍ୟନ୍ତ ପାଠପଢ଼ାଉଥିବା ୫ ଜଣରୁ କମ୍ ପିଲା ଥିବା ବିଦ୍ୟାଳୟଗୁଡ଼ିକୁ ବନ୍ଦ କରିବାକୁ ନିଷ୍ପତ୍ତି ନେଇଛନ୍ତି । ଏହି ନିଷ୍ପତ୍ତି ଫଳରେ ଗ୍ରାମାଞ୍ଚଳର ବହୁ ପିଲା ଶିକ୍ଷାରୁ ବଞ୍ଚିତ ହେବେ । ଦୂର ଦୂରାନ୍ତର ସ୍କୁଲକୁ ଯିବା ଛୋଟ ପିଲାମାନଙ୍କ ପାଇଁ କଷ୍ଟକର । ବିଶେଷକରି ଆଦିବାସୀ ଅଞ୍ଚଳରେ ଏହାର ପ୍ରଭାବ ଅଧିକ ହେବ । ଶିକ୍ଷା ଅଧିକାର ଆଇନ ଅନୁସାରେ ପ୍ରତି ପିଲାଙ୍କ ପାଇଁ ନିକଟରେ ସ୍କୁଲ ରହିବା ଦରକାର । ସରକାର ଏହି ନିଷ୍ପତ୍ତିକୁ ପୁନର୍ବିଚାର କରନ୍ତୁ । ସ୍କୁଲ ବନ୍ଦ କରିବା ବଦଳରେ ଛାତ୍ର ସଂଖ୍ୟା ବଢ଼ାଇବା ପାଇଁ ଉଦ୍ୟମ କରାଯାଉ । ଶିକ୍ଷକମାନଙ୍କ ଅଭାବ ଦୂର କରାଯାଉ ଓ ଭିତ୍ତିଭୂମି ଉନ୍ନତ କରାଯାଉ । (1165, 1058, 1492, 1212)
pachisha-items (8, 914, 353, 976)
sudoku-cell (1271, 1824, 1289, 1842)
sudoku-cell (1397, 1788, 1415, 1806)
sudoku-cell: 1 (1253, 1842, 1271, 1860)
enoch-caption: କୋଲାକାଲୁରି ଏନୋକ୍ (641, 2211, 864, 2238)
sudoku-cell (1289, 1770, 1307, 1788)
sudoku-cell (1289, 1860, 1307, 1878)
enoch-portrait-icon (641, 2037, 863, 2207)
bikram-col-1 (8, 1058, 338, 1718)
dharitri-emblem (1049, 15, 1139, 73)
sudoku-cell: 9 (1289, 1824, 1307, 1842)
gandhi-photo (640, 1245, 900, 1533)
sudoku-answer-icon (1305, 2018, 1492, 2205)
luhara-col-3a: ସାହିତ୍ୟ ତଥା ଭାଷାବିଜ୍ଞାନ କ୍ଷେତ୍ରରେ ଉଚ୍ଚତର ଗବେଷଣା କରି ସେ ଡକ୍ଟରେଟ୍ ଉପାଧି ହାସଲ କରିଥିଲେ । ସେ ଆନ୍ଧ୍ରପ୍ରଦେଶର ଗୁଣ୍ଟୁର ଜିଲ୍ଲାର ଏକ ଗରିବ ପରିବାରରେ ଜନ୍ମଗ୍ରହଣ କରିଥିଲେ । ବାଲ୍ୟକାଳରୁ ସେ ଜାତିଭେଦର ଶିକାର ହୋଇଥିଲେ । ସେହି ଅଭିଜ୍ଞତା ତାଙ୍କ ଲେଖାରେ ପ୍ରକାଶ ପାଇଛି । ସେ ସମାଜରେ ସମାନତା ଓ ନ୍ୟାୟ ପାଇଁ ଲେଖନୀ ଚଳାଇଛନ୍ତି । (630, 1870, 870, 1977)
sudoku-cell (1361, 1752, 1379, 1770)
sudoku-cell (1433, 1914, 1451, 1932)
sudoku-cell (1307, 1878, 1325, 1896)
sudoku-cell (1325, 1770, 1343, 1788)
sudoku-cell (1379, 1806, 1397, 1824)
sudoku-cell (1253, 1950, 1271, 1968)
sudoku-cell (1343, 1896, 1361, 1914)
sudoku-cell (1289, 1788, 1307, 1806)
sudoku-cell: E (1307, 1950, 1325, 1968)
pathak-byline: –ମନୋଜ ବେହେରା, ଯାଜପୁର, ଓଡ଼ିଶା (1340, 972, 1492, 985)
sudoku-cell: 3 (1217, 1950, 1235, 1968)
sudoku-answer-caption: ଗତକାଲିର ଉତ୍ତର (1357, 2212, 1440, 2225)
sudoku-cell (1397, 1860, 1415, 1878)
reg-mark-icon (94, 2298, 108, 2312)
sudoku-cell (1433, 1968, 1451, 1986)
quote-box (360, 8, 1150, 80)
sudoku-cell (1325, 1896, 1343, 1914)
sudoku-cell (1325, 1788, 1343, 1806)
sudoku-grid (1215, 1750, 1449, 1984)
sudoku-cell (1415, 1932, 1433, 1950)
sudoku-cell: C (1253, 1770, 1271, 1788)
sudoku-cell (1325, 1752, 1343, 1770)
sudoku-cell (1379, 1950, 1397, 1968)
sudoku-cell: A (1415, 1788, 1433, 1806)
sudoku-cell: 8 (1343, 1770, 1361, 1788)
sudoku-title-part: ku (1256, 1703, 1303, 1734)
sudoku-cell: 9 (1361, 1770, 1379, 1788)
bullet-icon: ➲ (8, 947, 18, 960)
sudoku-cell (1433, 1932, 1451, 1950)
sudoku-cell: 8 (1433, 1788, 1451, 1806)
sudoku-cell (1343, 1824, 1361, 1842)
luhara-byline: – ଜିନେନ୍ଦ୍ର (1098, 2244, 1145, 2257)
sudoku-cell (1289, 1968, 1307, 1986)
sudoku-cell (1289, 1842, 1307, 1860)
luhara-headline: ଲୁହର ଲେଖକ (549, 1770, 941, 1855)
bikram-col-3b: ସେ ସତ୍ୟାଗ୍ରହ ଅସ୍ତ୍ର ପ୍ରୟୋଗ କରୁଥିଲେ । ପ୍ରଥମେ ସେ ଦକ୍ଷିଣ ଆଫ୍ରିକାରେ ଏହାକୁ ପରୀକ୍ଷା କରିଥିଲେ । ଭାରତରେ ସେ ଏହାକୁ ଜନ ଆନ୍ଦୋଳନରେ ପରିଣତ କରିଥିଲେ । ସାଧାରଣ ଲୋକଙ୍କୁ ସେ ସ୍ୱାଧୀନତା ସଂଗ୍ରାମରେ ସାମିଲ କରିଥିଲେ । ତାଙ୍କ ନେତୃତ୍ୱରେ ଲକ୍ଷ ଲକ୍ଷ ଲୋକ ଆନ୍ଦୋଳନରେ ଯୋଗ ଦେଇଥିଲେ । ସେ କହୁଥିଲେ ଯେ ଲକ୍ଷ୍ୟ ଯେତିକି ପବିତ୍ର ହେବା ଦରକାର ମାର୍ଗ ମଧ୍ୟ ସେତିକି ପବିତ୍ର ହେବା ଉଚିତ । ତାଙ୍କ ଜୀବନ ହିଁ ତାଙ୍କର ବାର୍ତ୍ତା ଥିଲା । (910, 1245, 1145, 1383)
sudoku-cell (1307, 1770, 1325, 1788)
sudoku-cell (1217, 1896, 1235, 1914)
sudoku-cell (1271, 1788, 1289, 1806)
quote-brand: ଧରିତ୍ରୀ (1073, 55, 1115, 70)
sudoku-cell (1433, 1806, 1451, 1824)
sudoku-cell: 8 (1271, 1950, 1289, 1968)
sudoku-cell (1415, 1842, 1433, 1860)
sudoku-cell (1235, 1824, 1253, 1842)
pachisha-date: ୨ ଅକ୍ଟୋବର ୧୯୯୧ (232, 853, 290, 881)
chirantani-source: (ବିଶ୍ୱଭର) (292, 134, 342, 148)
sudoku-cell (1325, 1842, 1343, 1860)
sudoku-cell (1307, 1824, 1325, 1842)
sudoku-cell (1271, 1842, 1289, 1860)
sudoku-title-part: do (1210, 1703, 1256, 1734)
sudoku-cell: C (1235, 1914, 1253, 1932)
sudoku-cell (1289, 1950, 1307, 1968)
sudoku-cell (1433, 1770, 1451, 1788)
quote-author: –ଶ୍ରୀମା (1001, 60, 1037, 74)
jila-headline: ଡୁବିବ ଶିଶୁ ସୁରକ୍ଷା ଯୋଜନା (8, 358, 272, 388)
sudoku-cell: 2 (1217, 1914, 1235, 1932)
sudoku-cell (1397, 1968, 1415, 1986)
pachisha-brand: ଧରିତ୍ରୀ (18, 841, 59, 856)
sudoku-cell (1325, 1878, 1343, 1896)
sudoku-cell: 9 (1271, 1896, 1289, 1914)
contact-email[interactable]: E-mail:dharitripress@gmail.com (1250, 1464, 1407, 1476)
bikram-label: ବିକ୍ରମକେଶରୀ ବର୍ମା (8, 1014, 214, 1044)
sudoku-cell: 9 (1307, 1914, 1325, 1932)
aakar-photo (640, 445, 720, 555)
sudoku-cell: 6 (1271, 1860, 1289, 1878)
sudoku-cell: 1 (1289, 1752, 1307, 1770)
sudoku-cell: D (1397, 1878, 1415, 1896)
divider (1158, 8, 1159, 2278)
sudoku-cell (1397, 1914, 1415, 1932)
sudoku-cell (1361, 1968, 1379, 1986)
contact-email[interactable]: E-mail:advt@dharitri.com (1266, 1507, 1391, 1520)
cmyk-dots-icon (295, 2296, 339, 2315)
sudoku-cell (1361, 1914, 1379, 1932)
sudoku-cell: E (1379, 1770, 1397, 1788)
sudoku-cell (1397, 1770, 1415, 1788)
page-number: 23 (1470, 2262, 1484, 2275)
sudoku-cell (1253, 1806, 1271, 1824)
divider (19, 57, 341, 59)
sudoku-cell (1361, 1824, 1379, 1842)
bikram-headline: ନେତା ମେଳରେ ସନ୍ଥପ୍ରତୀମ (371, 1015, 1119, 1100)
sudoku-cell (1289, 1896, 1307, 1914)
aakar-photo-block (640, 445, 860, 570)
sudoku-cell (1415, 1824, 1433, 1842)
luhara-col-4: ସେପରିଉ ଉପରେ ୩ଟି ପିଏଚ୍.ଡି. ଓ ୫ଟି ଏମ୍‌ଫିଲ୍ କାର୍ଯ୍ୟ ହୋଇସାରିଛି । ଓଡ଼ିଶୀ ସ୍ତରରେ ମଧ୍ୟ ତାଙ୍କ ଲେଖା ପାଠ୍ୟକ୍ରମରେ ସାମିଲ ହୋଇଛି । ୧୯୯୦ରୁ ୧୯୯୮ ପର୍ଯ୍ୟନ୍ତ ସେ ବିଭିନ୍ନ ପଦବୀରେ କାର୍ଯ୍ୟ କରିଥିଲେ । ସେ ଦଳିତ ଚେତନାର କଣ୍ଠସ୍ୱର ଭାବେ ପରିଚିତ । ତାଙ୍କ ଉପନ୍ୟାସ 'ଅନନ୍ତ ଜୀବନମ୍' ଖୁବ୍ ଲୋକପ୍ରିୟ । ତାଙ୍କ ଲେଖାରେ ଗାନ୍ଧୀଙ୍କ ଅହିଂସା ଦର୍ଶନର ପ୍ରଭାବ ମଧ୍ୟ ଦେଖାଯାଏ । ସାମାଜିକ ପରିବର୍ତ୍ତନ ପାଇଁ ସାହିତ୍ୟ ଏକ ଶକ୍ତିଶାଳୀ ମାଧ୍ୟମ ବୋଲି ସେ ବିଶ୍ୱାସ କରନ୍ତି । (880, 1870, 1145, 2008)
yuddha-headline: ଯୁଦ୍ଧର ପ୍ରଭାବ (482, 93, 1028, 192)
sudoku-cell: C (1433, 1824, 1451, 1842)
sudoku-cell: A (1397, 1896, 1415, 1914)
sudoku-cell: 7 (1433, 1896, 1451, 1914)
sudoku-answer-grid (1305, 2018, 1492, 2205)
